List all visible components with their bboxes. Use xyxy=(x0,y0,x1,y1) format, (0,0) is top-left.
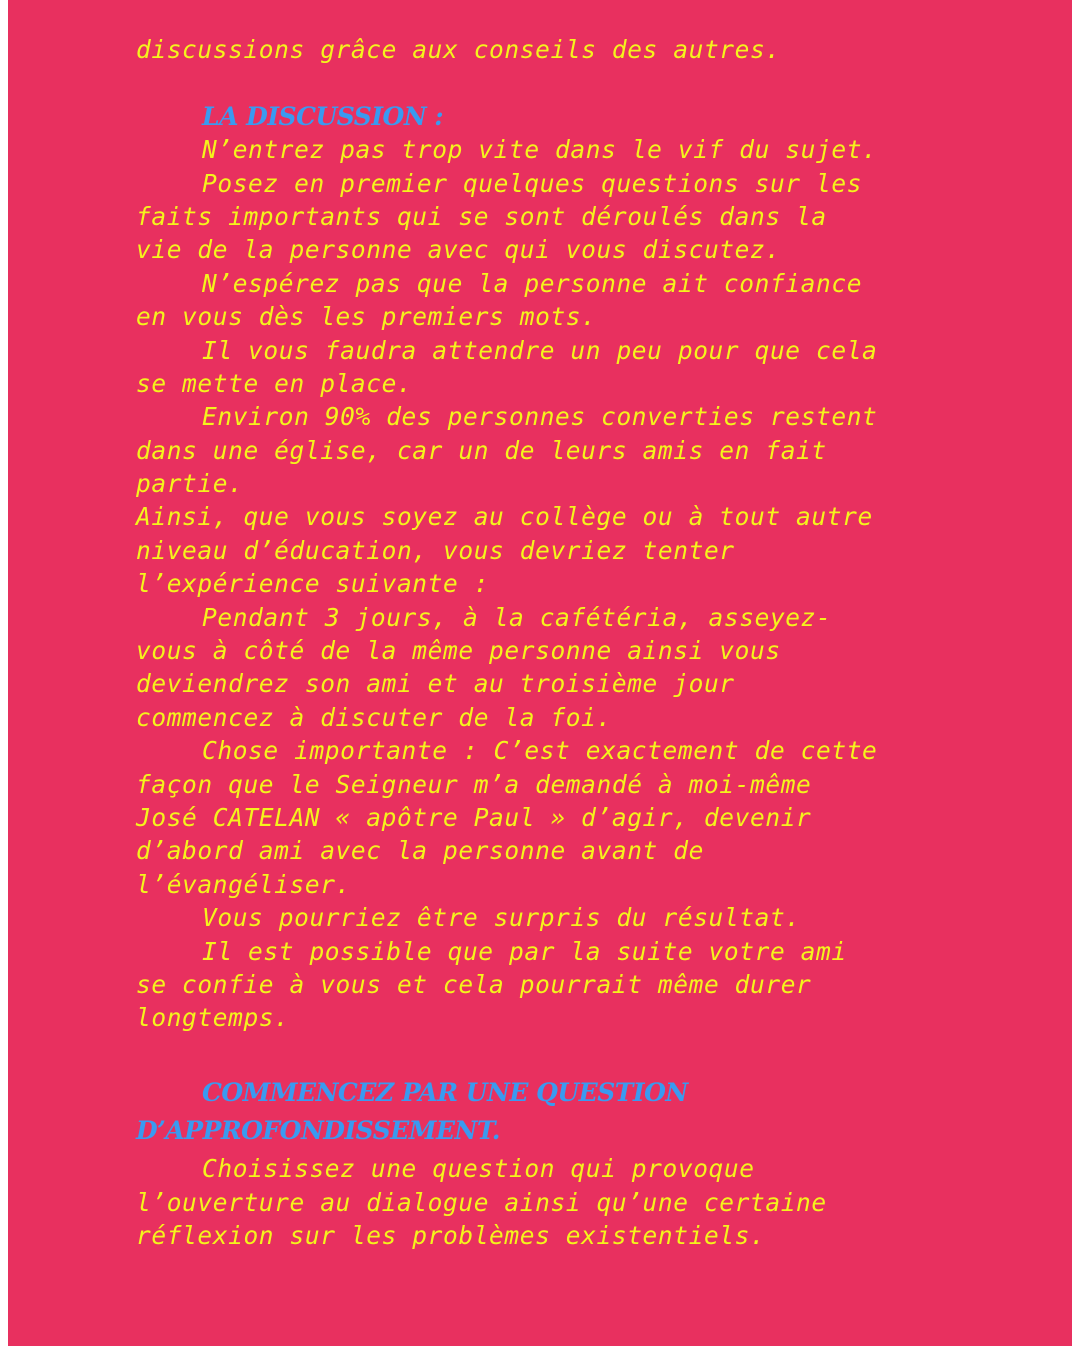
blank-line xyxy=(136,1035,976,1068)
paragraph-line: longtemps. xyxy=(136,1003,290,1033)
paragraph-line: N’espérez pas que la personne ait confiance xyxy=(202,268,863,298)
paragraph-line: commencez à discuter de la foi. xyxy=(136,702,612,732)
paragraph-line: l’évangéliser. xyxy=(136,869,351,899)
paragraph-line: se mette en place. xyxy=(136,368,413,398)
paragraph-line: Posez en premier quelques questions sur les xyxy=(202,168,863,198)
paragraph-line: N’entrez pas trop vite dans le vif du sujet. xyxy=(202,135,878,165)
paragraph-line: deviendrez son ami et au troisième jour xyxy=(136,669,735,699)
paragraph-line: en vous dès les premiers mots. xyxy=(136,302,597,332)
paragraph-line: façon que le Seigneur m’a demandé à moi-même xyxy=(136,769,812,799)
paragraph-line: l’expérience suivante : xyxy=(136,569,490,599)
paragraph-line: vie de la personne avec qui vous discutez. xyxy=(136,235,781,265)
paragraph-line: faits importants qui se sont déroulés dans la xyxy=(136,201,827,231)
section-heading: COMMENCEZ PAR UNE QUESTION xyxy=(202,1078,688,1108)
paragraph-line: Pendant 3 jours, à la cafétéria, asseyez- xyxy=(202,602,832,632)
section-heading: LA DISCUSSION : xyxy=(202,101,444,131)
paragraph-line: discussions grâce aux conseils des autres. xyxy=(136,35,781,64)
section-heading-continued: D’APPROFONDISSEMENT. xyxy=(136,1116,500,1146)
paragraph-line: Il est possible que par la suite votre ami xyxy=(202,936,847,966)
paragraph-line: l’ouverture au dialogue ainsi qu’une certaine xyxy=(136,1187,827,1217)
paragraph-line: partie. xyxy=(136,469,244,499)
blank-line xyxy=(136,66,976,99)
paragraph-line: Choisissez une question qui provoque xyxy=(202,1154,755,1184)
paragraph-line: vous à côté de la même personne ainsi vous xyxy=(136,636,781,666)
paragraph-line: niveau d’éducation, vous devriez tenter xyxy=(136,535,735,565)
paragraph-line: José CATELAN « apôtre Paul » d’agir, devenir xyxy=(136,802,812,832)
paragraph-line: Il vous faudra attendre un peu pour que cela xyxy=(202,335,878,365)
paragraph-line: Vous pourriez être surpris du résultat. xyxy=(202,903,801,933)
paragraph-line: dans une église, car un de leurs amis en fait xyxy=(136,435,827,465)
paragraph-line: réflexion sur les problèmes existentiels. xyxy=(136,1220,766,1250)
paragraph-line: d’abord ami avec la personne avant de xyxy=(136,836,704,866)
paragraph-line: Environ 90% des personnes converties restent xyxy=(202,402,878,432)
paragraph-line: Chose importante : C’est exactement de cette xyxy=(202,736,878,766)
paragraph-line: Ainsi, que vous soyez au collège ou à tout autre xyxy=(136,502,873,532)
document-body xyxy=(136,33,976,1252)
paragraph-line: se confie à vous et cela pourrait même durer xyxy=(136,969,812,999)
